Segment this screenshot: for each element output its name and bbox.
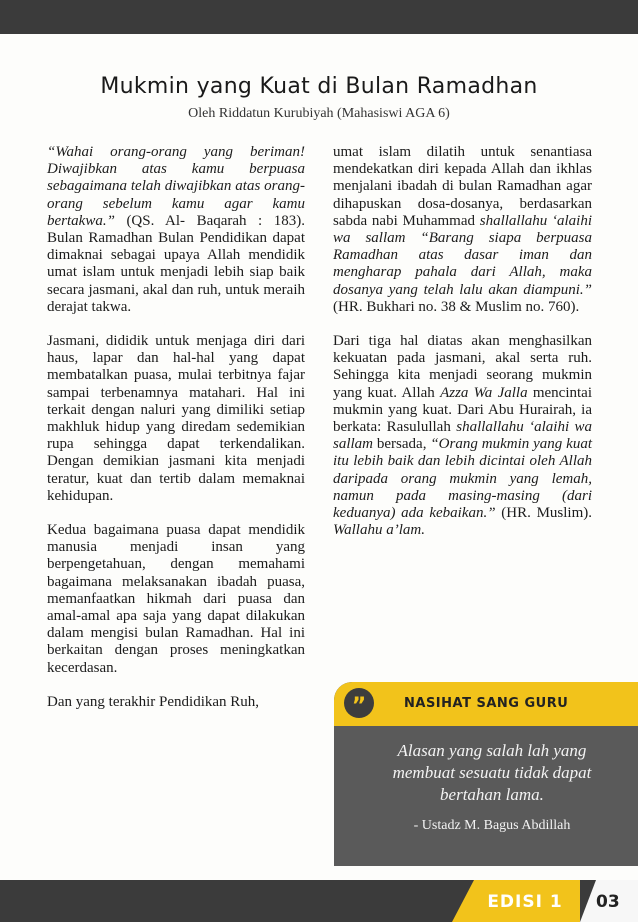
left-column [47, 144, 305, 711]
page-number: 03 [596, 892, 620, 912]
paragraph-2: Jasmani, dididik untuk menjaga diri dari haus, lapar dan hal-hal yang dapat membatalkan puasa, mulai terbitnya fajar sampai terbenamnya matahari. Hal ini terkait dengan naluri yang dimiliki setiap makhluk hidup yang diredam sedemikian rupa sehingga dapat terkendalikan. Dengan demikian jasmani kita menjadi teratur, kuat dan tertib dalam memaknai kehidupan. [47, 333, 305, 504]
article-title: Mukmin yang Kuat di Bulan Ramadhan [100, 74, 538, 99]
text-span: umat islam dilatih untuk senantiasa mendekatkan diri kepada Allah dan ikhlas menjalani ibadah di bulan Ramadhan agar dihapuskan dosa-dosanya, berdasarkan sabda nabi Muhammad [333, 144, 592, 229]
honorific: shallallahu ‘alaihi wa sallam [333, 419, 593, 453]
quote-header [334, 682, 638, 726]
hadith-quote: “Orang mukmin yang kuat itu lebih baik dan lebih dicintai oleh Allah daripada orang mukmin yang lemah, namun pada masing-masing (dari keduanya) ada kebaikan.” [333, 436, 592, 522]
paragraph-1 [47, 144, 305, 316]
paragraph-4: Dan yang terakhir Pendidikan Ruh, [47, 693, 260, 710]
quote-mark-icon: ” [344, 688, 374, 718]
paragraph-5 [333, 144, 592, 316]
top-header-bar [0, 0, 638, 34]
article-byline: Oleh Riddatun Kurubiyah (Mahasiswi AGA 6) [188, 106, 450, 121]
quote-title: NASIHAT SANG GURU [404, 696, 569, 711]
quote-author: - Ustadz M. Bagus Abdillah [413, 818, 571, 833]
text-span: bersada, [373, 436, 431, 453]
hadith-reference: (HR. Bukhari no. 38 & Muslim no. 760). [333, 298, 580, 315]
honorific: shallallahu ‘alaihi wa sallam [333, 212, 592, 247]
paragraph-3: Kedua bagaimana puasa dapat mendidik manusia menjadi insan yang berpengetahuan, dengan memahami bagaimana melaksanakan ibadah puasa, memanfaatkan hikmah dari puasa dan amal-amal apa saja yang dapat dilakukan dalam mengisi bulan Ramadhan. Hal ini berkaitan dengan proses meningkatkan kecerdasan. [47, 522, 305, 676]
edition-label: EDISI 1 [487, 892, 563, 912]
text-span: Dari tiga hal diatas akan menghasilkan kekuatan pada jasmani, akal serta ruh. Sehingga kita menjadi seorang mukmin yang kuat. Allah [333, 333, 592, 401]
text-span [405, 230, 420, 246]
quote-text: Alasan yang salah lah yang membuat sesuatu tidak dapat bertahan lama. [392, 741, 592, 804]
text-span: mencintai mukmin yang kuat. Dari Abu Hurairah, ia berkata: Rasulullah [333, 384, 592, 436]
right-column [333, 144, 592, 539]
closing-phrase: Wallahu a’lam. [333, 522, 425, 539]
quran-quote: “Wahai orang-orang yang beriman! Diwajibkan atas kamu berpuasa sebagaimana telah diwajibkan atas orang-orang sebelum kamu agar kamu bertakwa.” [47, 144, 305, 229]
paragraph-6 [333, 333, 592, 539]
quote-box [334, 682, 638, 866]
hadith-reference: (HR. Muslim). [495, 505, 592, 522]
hadith-quote: “Barang siapa berpuasa Ramadhan atas dasar iman dan mengharap pahala dari Allah, maka dosanya yang telah lalu akan diampuni.” [333, 230, 592, 298]
quran-reference: (QS. Al- Baqarah : 183). Bulan Ramadhan Bulan Pendidikan dapat dimaknai sebagai upaya Allah mendidik umat islam untuk menjadi lebih siap baik secara jasmani, akal dan ruh, untuk meraih derajat takwa. [47, 212, 305, 315]
honorific: Azza Wa Jalla [440, 384, 528, 401]
